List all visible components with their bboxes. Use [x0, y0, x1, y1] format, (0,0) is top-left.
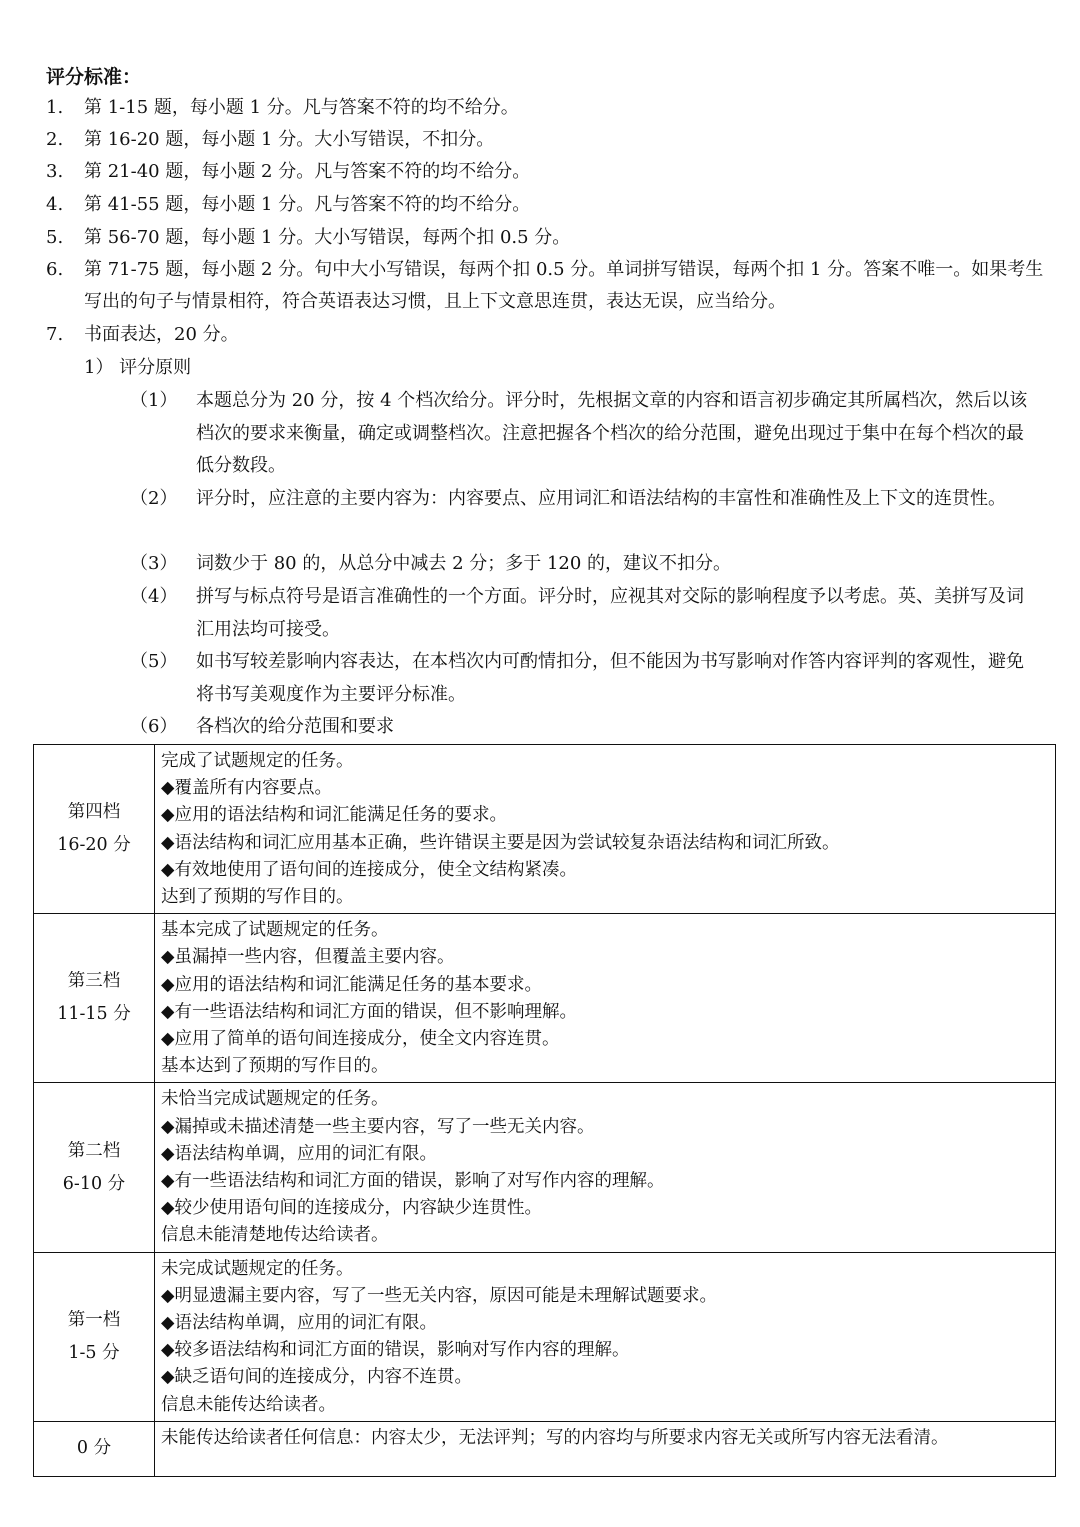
grade-row [34, 1252, 1056, 1421]
grade-description [155, 1421, 1056, 1476]
grade-description [155, 1252, 1056, 1421]
item-number: 2. [46, 129, 64, 150]
grade-line: 未恰当完成试题规定的任务。 [161, 1089, 389, 1110]
item-text: 书面表达，20 分。 [84, 324, 239, 345]
grade-range: 1-5 分 [68, 1342, 120, 1363]
grade-line: ◆应用的语法结构和词汇能满足任务的基本要求。 [161, 974, 542, 995]
grade-line: ◆语法结构和词汇应用基本正确，些许错误主要是因为尝试较复杂语法结构和词汇所致。 [161, 832, 840, 853]
grade-level-cell [34, 1083, 155, 1252]
grade-line: 未能传达给读者任何信息：内容太少，无法评判；写的内容均与所要求内容无关或所写内容无法看清。 [161, 1427, 949, 1448]
grade-row [34, 914, 1056, 1083]
grade-line: ◆覆盖所有内容要点。 [161, 778, 332, 799]
grade-row [34, 1083, 1056, 1252]
grade-level: 第二档 [67, 1140, 121, 1161]
principle-text: 本题总分为 20 分，按 4 个档次给分。评分时，先根据文章的内容和语言初步确定其所属档次，然后以该档次的要求来衡量，确定或调整档次。注意把握各个档次的给分范围，避免出现过于集中在每个档次的最低分数段。 [196, 390, 1028, 476]
grade-level-cell [34, 914, 155, 1083]
item-text: 第 16-20 题，每小题 1 分。大小写错误，不扣分。 [84, 129, 495, 150]
item-text: 第 1-15 题，每小题 1 分。凡与答案不符的均不给分。 [84, 97, 519, 118]
principle-number: （1） [130, 390, 178, 411]
grade-line: ◆明显遗漏主要内容，写了一些无关内容，原因可能是未理解试题要求。 [161, 1285, 717, 1306]
grade-line: 基本完成了试题规定的任务。 [161, 920, 389, 941]
item-number: 1. [46, 97, 64, 118]
principle-number: （5） [130, 651, 178, 672]
grade-level-cell [34, 745, 155, 914]
principle-text: 评分时，应注意的主要内容为：内容要点、应用词汇和语法结构的丰富性和准确性及上下文的连贯性。 [196, 488, 1006, 509]
grade-line: ◆虽漏掉一些内容，但覆盖主要内容。 [161, 947, 455, 968]
grade-range: 6-10 分 [62, 1173, 126, 1194]
page-title: 评分标准： [46, 66, 142, 88]
grade-line: ◆漏掉或未描述清楚一些主要内容，写了一些无关内容。 [161, 1116, 595, 1137]
principle-number: （6） [130, 716, 178, 737]
principle-text: 词数少于 80 的，从总分中减去 2 分；多于 120 的，建议不扣分。 [196, 553, 732, 574]
grade-level: 第四档 [67, 802, 121, 823]
principle-text: 如书写较差影响内容表达，在本档次内可酌情扣分，但不能因为书写影响对作答内容评判的客观性，避免将书写美观度作为主要评分标准。 [196, 651, 1024, 705]
grade-level-cell [34, 1421, 155, 1476]
item-text: 第 41-55 题，每小题 1 分。凡与答案不符的均不给分。 [84, 194, 531, 215]
grade-range: 0 分 [76, 1438, 112, 1459]
item-number: 5. [46, 227, 64, 248]
principle-text: 拼写与标点符号是语言准确性的一个方面。评分时，应视其对交际的影响程度予以考虑。英、美拼写及词汇用法均可接受。 [196, 586, 1024, 640]
grade-line: ◆有效地使用了语句间的连接成分，使全文结构紧凑。 [161, 859, 577, 880]
grade-line: ◆有一些语法结构和词汇方面的错误，影响了对写作内容的理解。 [161, 1171, 665, 1192]
grade-line: ◆语法结构单调，应用的词汇有限。 [161, 1313, 437, 1334]
grade-line: ◆应用的语法结构和词汇能满足任务的要求。 [161, 805, 507, 826]
item-number: 7. [46, 324, 64, 345]
grade-line: ◆缺乏语句间的连接成分，内容不连贯。 [161, 1367, 472, 1388]
grade-level-cell [34, 1252, 155, 1421]
grade-level: 第三档 [67, 971, 121, 992]
item-text: 第 21-40 题，每小题 2 分。凡与答案不符的均不给分。 [84, 161, 531, 182]
grade-line: 未完成试题规定的任务。 [161, 1258, 354, 1279]
item-number: 6. [46, 259, 64, 280]
grade-range: 11-15 分 [57, 1004, 131, 1025]
grade-line: ◆较少使用语句间的连接成分，内容缺少连贯性。 [161, 1198, 542, 1219]
grade-row [34, 745, 1056, 914]
grade-line: ◆应用了简单的语句间连接成分，使全文内容连贯。 [161, 1029, 560, 1050]
grade-description [155, 745, 1056, 914]
grade-line: ◆较多语法结构和词汇方面的错误，影响对写作内容的理解。 [161, 1340, 630, 1361]
item-number: 3. [46, 161, 64, 182]
grade-line: 完成了试题规定的任务。 [161, 751, 354, 771]
principle-number: （2） [130, 488, 178, 509]
grade-table [33, 744, 1056, 1477]
item-text: 第 56-70 题，每小题 1 分。大小写错误，每两个扣 0.5 分。 [84, 227, 571, 248]
grade-row [34, 1421, 1056, 1476]
grade-line: 信息未能传达给读者。 [161, 1394, 336, 1415]
principle-number: （4） [130, 586, 178, 607]
grade-line: ◆语法结构单调，应用的词汇有限。 [161, 1143, 437, 1164]
grade-line: 信息未能清楚地传达给读者。 [161, 1225, 389, 1246]
item-text: 第 71-75 题，每小题 2 分。句中大小写错误，每两个扣 0.5 分。单词拼写错误，每两个扣 1 分。答案不唯一。如果考生写出的句子与情景相符，符合英语表达习惯，且上下文意思连贯，表达无误，应当给分。 [84, 259, 1044, 312]
principle-text: 各档次的给分范围和要求 [196, 716, 394, 737]
grade-level: 第一档 [67, 1309, 121, 1330]
grade-description [155, 914, 1056, 1083]
grade-line: ◆有一些语法结构和词汇方面的错误，但不影响理解。 [161, 1001, 577, 1022]
grade-line: 基本达到了预期的写作目的。 [161, 1056, 389, 1077]
grade-line: 达到了预期的写作目的。 [161, 887, 354, 908]
principle-number: （3） [130, 553, 178, 574]
grade-range: 16-20 分 [57, 835, 131, 856]
grade-description [155, 1083, 1056, 1252]
item-number: 4. [46, 194, 64, 215]
principles-heading: 1） 评分原则 [84, 357, 192, 378]
